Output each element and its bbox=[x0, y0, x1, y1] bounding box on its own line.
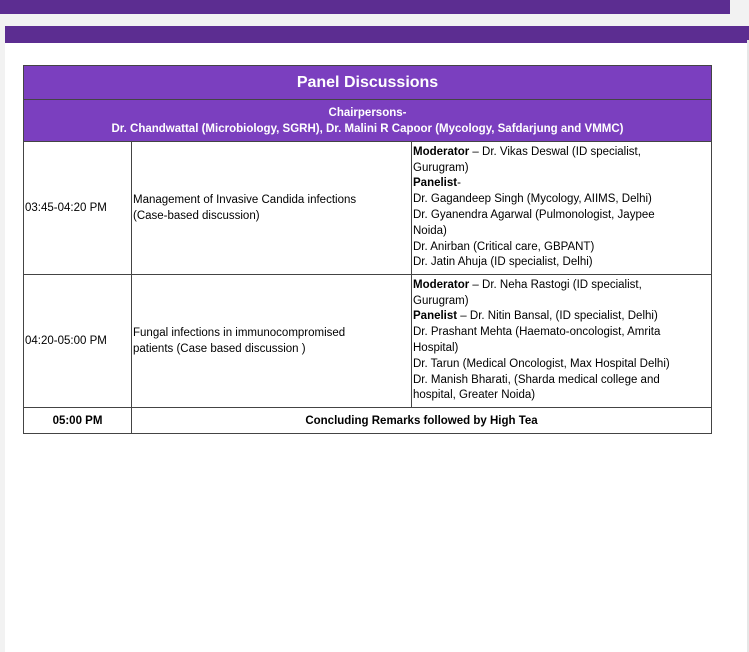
panelist-heading bbox=[413, 176, 710, 192]
session-row bbox=[24, 142, 712, 275]
panelist-label: Panelist bbox=[413, 310, 458, 323]
chairpersons-heading: Chairpersons- bbox=[328, 106, 407, 119]
agenda-table bbox=[23, 65, 712, 434]
moderator-line bbox=[413, 145, 710, 161]
closing-row bbox=[24, 408, 712, 434]
panelist-line: Dr. Anirban (Critical care, GBPANT) bbox=[413, 240, 595, 253]
moderator-label: Moderator bbox=[413, 145, 470, 158]
moderator-name: – Dr. Vikas Deswal (ID specialist, bbox=[469, 145, 641, 158]
session-panel bbox=[412, 275, 712, 408]
topic-line: (Case-based discussion) bbox=[133, 210, 260, 222]
topic-line: Fungal infections in immunocompromised bbox=[133, 327, 346, 339]
chairpersons-row bbox=[24, 100, 712, 142]
panelist-heading bbox=[413, 309, 710, 325]
page-header-band bbox=[5, 26, 749, 43]
title-row bbox=[24, 66, 712, 100]
top-banner bbox=[0, 0, 730, 15]
closing-time: 05:00 PM bbox=[24, 408, 132, 434]
chairpersons-cell bbox=[24, 100, 712, 142]
panelist-label: Panelist bbox=[413, 177, 458, 190]
moderator-label: Moderator bbox=[413, 278, 470, 291]
session-row bbox=[24, 275, 712, 408]
page-gap bbox=[0, 14, 749, 26]
panelist-line: Dr. Jatin Ahuja (ID specialist, Delhi) bbox=[413, 256, 593, 269]
topic-line: patients (Case based discussion ) bbox=[133, 343, 306, 355]
panelist-line: Dr. Gagandeep Singh (Mycology, AIIMS, Delhi) bbox=[413, 193, 652, 206]
panelist-line: Dr. Prashant Mehta (Haemato-oncologist, Amrita bbox=[413, 326, 661, 339]
panelist-suffix: – Dr. Nitin Bansal, (ID specialist, Delhi) bbox=[457, 310, 658, 323]
panelist-line: Dr. Gyanendra Agarwal (Pulmonologist, Jaypee bbox=[413, 209, 655, 221]
panelist-line: Hospital) bbox=[413, 342, 459, 354]
session-topic bbox=[132, 142, 412, 275]
moderator-line-2: Gurugram) bbox=[413, 161, 469, 174]
panelist-line: Noida) bbox=[413, 224, 447, 237]
panelist-line: Dr. Manish Bharati, (Sharda medical college and bbox=[413, 373, 660, 386]
chairpersons-names: Dr. Chandwattal (Microbiology, SGRH), Dr. Malini R Capoor (Mycology, Safdarjung and VMMC) bbox=[111, 122, 624, 135]
moderator-line-2: Gurugram) bbox=[413, 294, 469, 307]
topic-line: Management of Invasive Candida infections bbox=[133, 194, 357, 206]
session-panel bbox=[412, 142, 712, 275]
moderator-name: – Dr. Neha Rastogi (ID specialist, bbox=[469, 278, 642, 291]
table-title: Panel Discussions bbox=[24, 66, 712, 100]
panelist-line: hospital, Greater Noida) bbox=[413, 389, 536, 402]
panelist-suffix: - bbox=[457, 177, 461, 190]
closing-text: Concluding Remarks followed by High Tea bbox=[132, 408, 712, 434]
session-time: 04:20-05:00 PM bbox=[24, 275, 132, 408]
panelist-line: Dr. Tarun (Medical Oncologist, Max Hospital Delhi) bbox=[413, 357, 670, 370]
session-topic bbox=[132, 275, 412, 408]
moderator-line bbox=[413, 278, 710, 294]
session-time: 03:45-04:20 PM bbox=[24, 142, 132, 275]
